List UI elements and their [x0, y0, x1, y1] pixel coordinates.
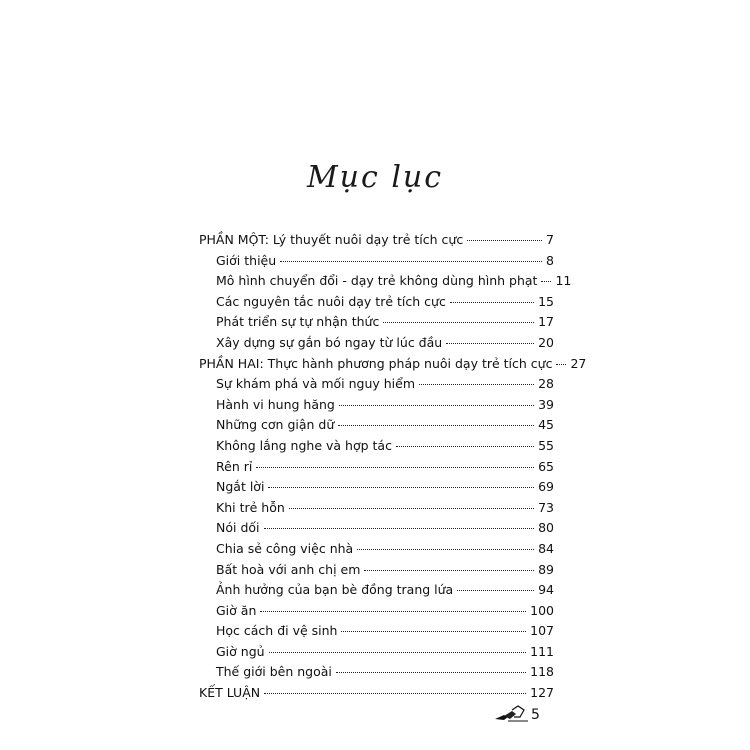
- pen-ornament-icon: [494, 705, 528, 723]
- toc-entry-title: Giờ ngủ: [216, 643, 265, 659]
- toc-entry-title: Ảnh hưởng của bạn bè đồng trang lứa: [216, 582, 454, 598]
- toc-section: [199, 230, 554, 251]
- toc-entry: [199, 271, 572, 292]
- toc-entry: [199, 662, 554, 683]
- dot-leader: [269, 652, 527, 653]
- toc-entry-title: Học cách đi vệ sinh: [216, 623, 338, 639]
- toc-entry-page: 11: [555, 273, 572, 289]
- dot-leader: [446, 343, 534, 344]
- dot-leader: [256, 467, 534, 468]
- toc-entry-title: Hành vi hung hăng: [216, 396, 335, 412]
- dot-leader: [268, 487, 534, 488]
- dot-leader: [336, 672, 526, 673]
- toc-entry: [199, 560, 554, 581]
- toc-entry: [199, 621, 554, 642]
- dot-leader: [338, 425, 534, 426]
- toc-entry-page: 39: [538, 396, 554, 412]
- toc-section: [199, 683, 554, 704]
- toc-entry-title: Giới thiệu: [216, 252, 277, 268]
- toc-entry-page: 55: [538, 437, 554, 453]
- dot-leader: [289, 508, 534, 509]
- toc-entry: [199, 518, 554, 539]
- toc-entry: [199, 642, 554, 663]
- toc-entry-page: 28: [538, 376, 554, 392]
- toc-entry-page: 80: [538, 520, 554, 536]
- dot-leader: [260, 611, 526, 612]
- toc-entry-title: PHẦN MỘT: Lý thuyết nuôi dạy trẻ tích cực: [199, 232, 464, 247]
- toc-entry: [199, 333, 554, 354]
- dot-leader: [280, 261, 542, 262]
- toc-entry-title: Ngắt lời: [216, 479, 265, 495]
- toc-entry: [199, 292, 554, 313]
- toc-entry-title: Sự khám phá và mối nguy hiểm: [216, 376, 416, 392]
- dot-leader: [467, 240, 542, 241]
- dot-leader: [357, 549, 534, 550]
- toc-section: [199, 354, 587, 375]
- toc-entry-page: 65: [538, 458, 554, 474]
- dot-leader: [264, 693, 526, 694]
- dot-leader: [383, 322, 534, 323]
- toc-entry-page: 20: [538, 334, 554, 350]
- dot-leader: [457, 590, 534, 591]
- toc-entry: [199, 498, 554, 519]
- toc-entry-page: 15: [538, 293, 554, 309]
- dot-leader: [556, 364, 566, 365]
- toc-entry-page: 100: [530, 602, 554, 618]
- toc-entry-page: 8: [546, 252, 554, 268]
- toc-entry-title: Không lắng nghe và hợp tác: [216, 437, 392, 453]
- table-of-contents: [199, 230, 587, 704]
- dot-leader: [341, 631, 526, 632]
- toc-entry: [199, 539, 554, 560]
- toc-entry-title: Giờ ăn: [216, 602, 257, 618]
- page-title: Mục lục: [306, 160, 444, 195]
- toc-entry-page: 118: [530, 664, 554, 680]
- toc-entry-page: 45: [538, 417, 554, 433]
- toc-entry: [199, 251, 554, 272]
- toc-entry-title: Phát triển sự tự nhận thức: [216, 314, 380, 330]
- toc-entry: [199, 415, 554, 436]
- dot-leader: [364, 570, 534, 571]
- dot-leader: [339, 405, 534, 406]
- dot-leader: [541, 281, 551, 282]
- toc-entry-title: Khi trẻ hỗn: [216, 499, 285, 515]
- toc-entry-page: 94: [538, 582, 554, 598]
- dot-leader: [450, 302, 534, 303]
- dot-leader: [419, 384, 534, 385]
- toc-entry-title: PHẦN HAI: Thực hành phương pháp nuôi dạy trẻ tích cực: [199, 355, 553, 371]
- toc-entry-title: Xây dựng sự gắn bó ngay từ lúc đầu: [216, 334, 443, 350]
- toc-entry: [199, 374, 554, 395]
- toc-entry-page: 127: [530, 685, 554, 701]
- page-number: 5: [531, 707, 540, 723]
- toc-entry-title: Rên rỉ: [216, 458, 253, 474]
- toc-entry-title: Chia sẻ công việc nhà: [216, 540, 354, 556]
- toc-entry-page: 27: [570, 355, 587, 371]
- toc-entry-page: 17: [538, 314, 554, 330]
- toc-entry-page: 89: [538, 561, 554, 577]
- dot-leader: [264, 528, 535, 529]
- toc-entry-page: 84: [538, 540, 554, 556]
- toc-entry-title: Mô hình chuyển đổi - dạy trẻ không dùng hình phạt: [216, 273, 538, 289]
- toc-entry-title: KẾT LUẬN: [199, 685, 261, 701]
- toc-entry-title: Thế giới bên ngoài: [216, 664, 332, 680]
- toc-entry: [199, 601, 554, 622]
- toc-entry: [199, 580, 554, 601]
- toc-entry-title: Các nguyên tắc nuôi dạy trẻ tích cực: [216, 293, 446, 309]
- toc-entry: [199, 312, 554, 333]
- toc-entry-page: 107: [530, 623, 554, 639]
- dot-leader: [396, 446, 534, 447]
- toc-entry: [199, 477, 554, 498]
- toc-entry-page: 69: [538, 479, 554, 495]
- toc-entry: [199, 457, 554, 478]
- page-footer: [494, 705, 540, 723]
- toc-entry-page: 73: [538, 499, 554, 515]
- toc-entry-page: 111: [530, 643, 554, 659]
- toc-entry: [199, 436, 554, 457]
- toc-entry-page: 7: [546, 232, 554, 247]
- toc-entry-title: Nói dối: [216, 520, 260, 536]
- toc-entry-title: Bất hoà với anh chị em: [216, 561, 361, 577]
- toc-entry-title: Những cơn giận dữ: [216, 417, 335, 433]
- toc-entry: [199, 395, 554, 416]
